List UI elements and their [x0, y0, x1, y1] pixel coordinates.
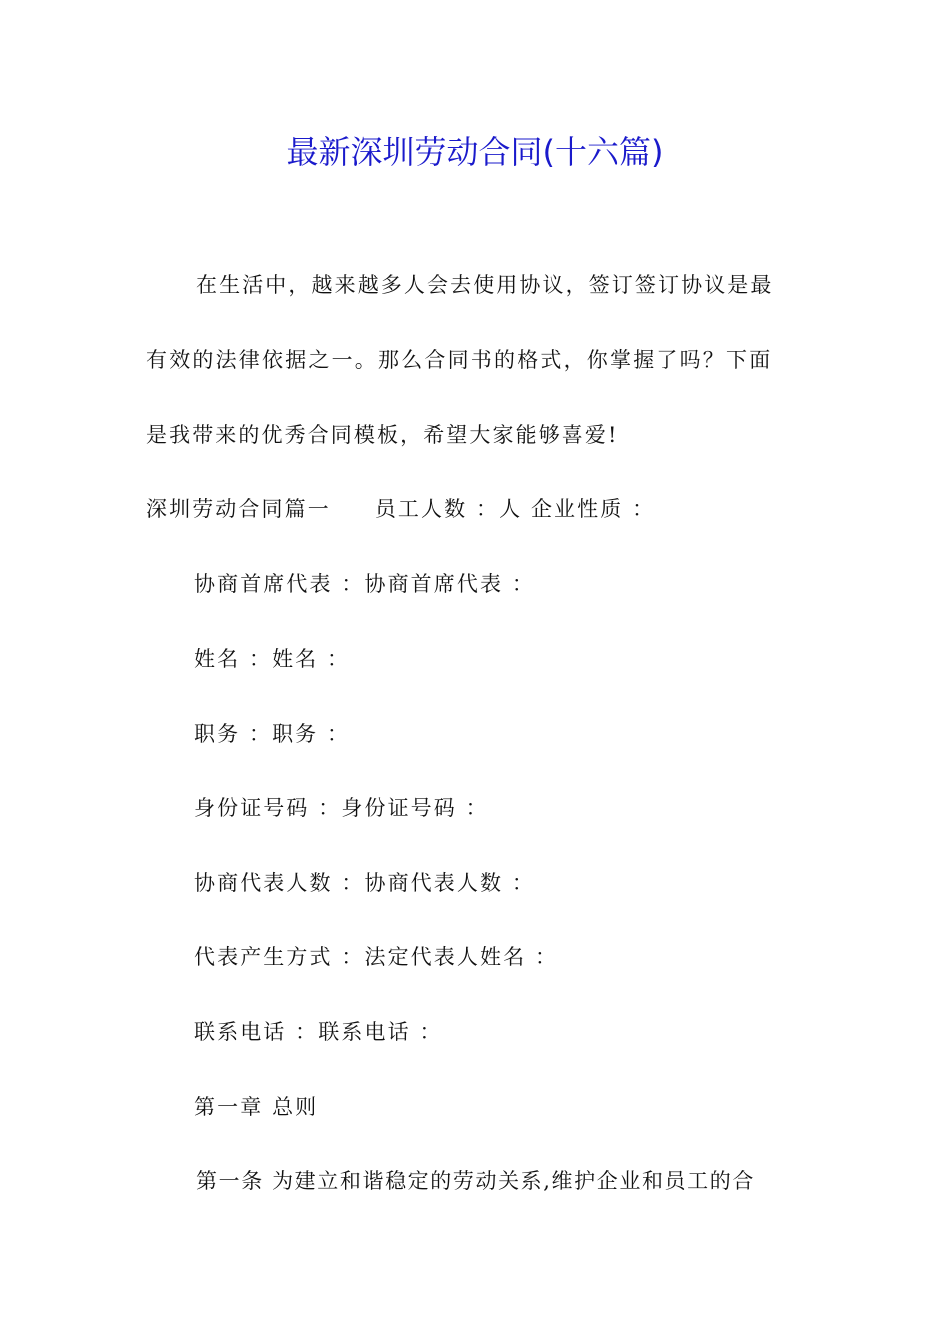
field-name: 姓名 ：姓名 ：: [194, 647, 351, 671]
section-heading: 深圳劳动合同篇一: [146, 497, 331, 521]
field-representative-count: 协商代表人数 ：协商代表人数 ：: [194, 871, 535, 895]
employee-count-field: 员工人数 ：人 企业性质 ：: [374, 497, 656, 521]
document-title: 最新深圳劳动合同(十六篇): [286, 133, 664, 171]
field-position: 职务 ：职务 ：: [194, 722, 351, 746]
field-id-number: 身份证号码 ：身份证号码 ：: [194, 796, 489, 820]
field-phone: 联系电话 ：联系电话 ：: [194, 1020, 443, 1044]
intro-line-3: 是我带来的优秀合同模板，希望大家能够喜爱!: [146, 423, 619, 447]
article-1-text: 第一条 为建立和谐稳定的劳动关系,维护企业和员工的合: [196, 1169, 755, 1193]
field-representative-method: 代表产生方式 ：法定代表人姓名 ：: [194, 945, 559, 969]
field-chief-representative: 协商首席代表 ：协商首席代表 ：: [194, 572, 535, 596]
section-heading-row: [146, 491, 655, 527]
intro-line-1: 在生活中，越来越多人会去使用协议，签订签订协议是最: [196, 273, 774, 297]
intro-line-2: 有效的法律依据之一。那么合同书的格式，你掌握了吗？下面: [146, 348, 773, 372]
chapter-heading: 第一章 总则: [194, 1095, 319, 1119]
